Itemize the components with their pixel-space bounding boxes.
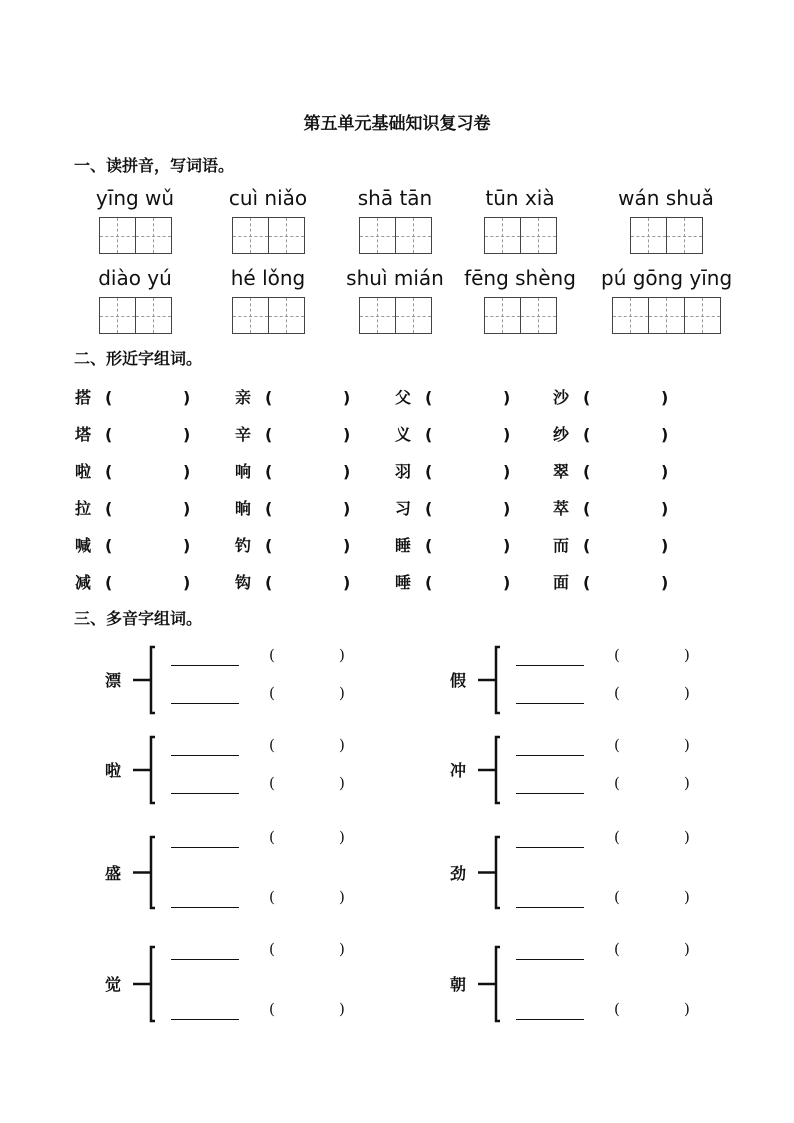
left-paren: ( [583,425,591,444]
polyphonic-char: 劲 [450,863,467,883]
right-paren: ) [183,536,191,555]
right-paren: ) [684,828,690,846]
polyphonic-char: 朝 [450,975,467,994]
brace-icon [476,735,506,805]
polyphonic-char: 盛 [105,863,122,883]
answer-line[interactable] [516,703,584,704]
writing-box[interactable] [359,297,396,334]
left-paren: ( [265,425,273,444]
left-paren: ( [269,646,275,664]
similar-char-item [235,461,365,483]
left-paren: ( [583,573,591,592]
left-paren: ( [425,499,433,518]
similar-char-item [553,572,683,594]
pinyin-paren[interactable] [269,940,349,958]
right-paren: ) [343,499,351,518]
char: 而 [553,536,570,555]
writing-box[interactable] [268,217,305,254]
right-paren: ) [183,573,191,592]
pinyin-paren[interactable] [614,940,694,958]
pinyin-text: hé lǒng [230,266,306,290]
answer-line[interactable] [516,959,584,960]
char: 翠 [553,462,570,481]
answer-line[interactable] [171,755,239,756]
pinyin-text: tūn xià [485,186,555,210]
char: 啦 [75,462,92,481]
answer-line[interactable] [171,793,239,794]
writing-box[interactable] [268,297,305,334]
pinyin-item [330,185,460,254]
writing-box[interactable] [99,217,136,254]
right-paren: ) [661,388,669,407]
left-paren: ( [614,888,620,906]
writing-boxes[interactable] [455,297,585,334]
answer-line[interactable] [516,665,584,666]
pinyin-paren[interactable] [614,646,694,664]
left-paren: ( [265,388,273,407]
similar-char-item [395,387,525,409]
similar-char-item [553,461,683,483]
similar-char-item [553,387,683,409]
answer-line[interactable] [516,793,584,794]
right-paren: ) [183,388,191,407]
polyphonic-char: 觉 [105,975,122,994]
right-paren: ) [503,536,511,555]
right-paren: ) [183,462,191,481]
writing-boxes[interactable] [601,217,731,254]
char: 响 [235,462,252,481]
writing-box[interactable] [612,297,649,334]
right-paren: ) [183,425,191,444]
right-paren: ) [503,388,511,407]
pinyin-item [203,185,333,254]
pinyin-paren[interactable] [269,684,349,702]
left-paren: ( [105,425,113,444]
char: 钩 [235,573,252,592]
pinyin-text: cuì niǎo [228,186,308,210]
char: 面 [553,573,570,592]
pinyin-paren[interactable] [269,1000,349,1018]
similar-char-item [395,572,525,594]
left-paren: ( [269,774,275,792]
left-paren: ( [425,462,433,481]
left-paren: ( [583,388,591,407]
pinyin-text: shuì mián [346,266,444,290]
writing-box[interactable] [232,297,269,334]
writing-box[interactable] [359,217,396,254]
polyphonic-char: 漂 [105,671,122,690]
left-paren: ( [583,499,591,518]
pinyin-item [601,185,731,254]
writing-boxes[interactable] [330,217,460,254]
char: 义 [395,425,412,444]
left-paren: ( [105,536,113,555]
pinyin-text: pú gōng yīng [601,266,733,290]
similar-char-item [235,498,365,520]
similar-char-item [235,387,365,409]
left-paren: ( [614,736,620,754]
pinyin-item [70,265,200,334]
polyphonic-char: 冲 [450,761,467,780]
pinyin-paren[interactable] [269,774,349,792]
brace-icon [131,735,161,805]
char: 睡 [395,536,412,555]
answer-line[interactable] [171,665,239,666]
pinyin-paren[interactable] [614,736,694,754]
right-paren: ) [684,736,690,754]
right-paren: ) [343,425,351,444]
answer-line[interactable] [171,959,239,960]
section2-heading: 二、形近字组词。 [74,349,203,368]
pinyin-text: diào yú [98,266,172,290]
pinyin-item [330,265,460,334]
writing-boxes[interactable] [70,217,200,254]
brace-icon [476,835,506,910]
char: 亲 [235,388,252,407]
right-paren: ) [339,736,345,754]
right-paren: ) [339,940,345,958]
answer-line[interactable] [171,1019,239,1020]
right-paren: ) [503,499,511,518]
char: 搭 [75,388,92,407]
writing-box[interactable] [232,217,269,254]
char: 羽 [395,462,412,481]
left-paren: ( [425,573,433,592]
pinyin-paren[interactable] [614,828,694,846]
writing-box[interactable] [395,297,432,334]
right-paren: ) [343,462,351,481]
similar-char-item [235,572,365,594]
writing-boxes[interactable] [601,297,731,334]
pinyin-paren[interactable] [269,888,349,906]
right-paren: ) [343,573,351,592]
char: 沙 [553,388,570,407]
char: 钓 [235,536,252,555]
left-paren: ( [269,736,275,754]
char: 习 [395,499,412,518]
pinyin-text: yīng wǔ [95,186,175,210]
left-paren: ( [425,536,433,555]
similar-char-item [75,535,205,557]
similar-char-item [395,461,525,483]
answer-line[interactable] [516,1019,584,1020]
right-paren: ) [661,573,669,592]
left-paren: ( [105,499,113,518]
polyphonic-item [105,940,405,1023]
similar-char-item [75,498,205,520]
section1-heading: 一、读拼音，写词语。 [74,156,235,175]
writing-box[interactable] [520,297,557,334]
char: 减 [75,573,92,592]
writing-box[interactable] [484,217,521,254]
left-paren: ( [583,536,591,555]
left-paren: ( [269,940,275,958]
left-paren: ( [614,774,620,792]
polyphonic-item [105,828,405,910]
similar-char-item [395,424,525,446]
left-paren: ( [583,462,591,481]
char: 纱 [553,425,570,444]
writing-box[interactable] [648,297,685,334]
pinyin-paren[interactable] [269,736,349,754]
left-paren: ( [614,828,620,846]
polyphonic-item [450,735,750,805]
left-paren: ( [265,499,273,518]
right-paren: ) [684,646,690,664]
right-paren: ) [339,1000,345,1018]
pinyin-text: shā tān [357,186,433,210]
right-paren: ) [339,828,345,846]
right-paren: ) [684,1000,690,1018]
similar-char-item [75,572,205,594]
page-title: 第五单元基础知识复习卷 [303,114,491,134]
char: 辛 [235,425,252,444]
pinyin-paren[interactable] [269,646,349,664]
pinyin-paren[interactable] [269,828,349,846]
polyphonic-item [450,940,750,1023]
answer-line[interactable] [516,755,584,756]
pinyin-text: wán shuǎ [618,186,714,210]
similar-char-item [553,498,683,520]
right-paren: ) [183,499,191,518]
left-paren: ( [614,646,620,664]
brace-icon [476,645,506,715]
left-paren: ( [105,388,113,407]
left-paren: ( [614,940,620,958]
pinyin-paren[interactable] [614,888,694,906]
similar-char-item [395,535,525,557]
similar-char-item [75,387,205,409]
writing-box[interactable] [135,297,172,334]
polyphonic-char: 啦 [105,761,122,780]
brace-icon [131,645,161,715]
polyphonic-item [450,645,750,715]
writing-box[interactable] [630,217,667,254]
right-paren: ) [661,425,669,444]
left-paren: ( [425,388,433,407]
writing-box[interactable] [684,297,721,334]
similar-char-item [235,424,365,446]
left-paren: ( [265,462,273,481]
right-paren: ) [661,462,669,481]
right-paren: ) [339,684,345,702]
right-paren: ) [684,888,690,906]
similar-char-item [395,498,525,520]
right-paren: ) [503,462,511,481]
pinyin-text: fēng shèng [464,266,576,290]
pinyin-item [70,185,200,254]
brace-icon [131,945,161,1023]
right-paren: ) [343,388,351,407]
polyphonic-item [450,828,750,910]
left-paren: ( [105,573,113,592]
right-paren: ) [684,940,690,958]
writing-boxes[interactable] [455,217,585,254]
similar-char-item [75,424,205,446]
char: 父 [395,388,412,407]
pinyin-paren[interactable] [614,774,694,792]
writing-box[interactable] [484,297,521,334]
left-paren: ( [614,1000,620,1018]
pinyin-paren[interactable] [614,1000,694,1018]
polyphonic-char: 假 [450,671,467,690]
similar-char-item [235,535,365,557]
right-paren: ) [661,536,669,555]
writing-boxes[interactable] [203,217,333,254]
polyphonic-item [105,735,405,805]
pinyin-item [455,265,585,334]
right-paren: ) [503,425,511,444]
left-paren: ( [614,684,620,702]
left-paren: ( [265,536,273,555]
writing-boxes[interactable] [330,297,460,334]
writing-box[interactable] [395,217,432,254]
left-paren: ( [425,425,433,444]
right-paren: ) [343,536,351,555]
brace-icon [131,835,161,910]
polyphonic-item [105,645,405,715]
answer-line[interactable] [171,907,239,908]
answer-line[interactable] [171,703,239,704]
writing-box[interactable] [520,217,557,254]
char: 拉 [75,499,92,518]
left-paren: ( [265,573,273,592]
writing-box[interactable] [666,217,703,254]
char: 萃 [553,499,570,518]
left-paren: ( [269,684,275,702]
writing-boxes[interactable] [70,297,200,334]
writing-boxes[interactable] [203,297,333,334]
similar-char-item [75,461,205,483]
similar-char-item [553,535,683,557]
answer-line[interactable] [516,907,584,908]
right-paren: ) [339,646,345,664]
pinyin-paren[interactable] [614,684,694,702]
left-paren: ( [105,462,113,481]
left-paren: ( [269,828,275,846]
char: 塔 [75,425,92,444]
char: 晌 [235,499,252,518]
writing-box[interactable] [99,297,136,334]
left-paren: ( [269,1000,275,1018]
right-paren: ) [339,774,345,792]
writing-box[interactable] [135,217,172,254]
answer-line[interactable] [516,847,584,848]
right-paren: ) [339,888,345,906]
right-paren: ) [684,774,690,792]
right-paren: ) [684,684,690,702]
brace-icon [476,945,506,1023]
similar-char-item [553,424,683,446]
section3-heading: 三、多音字组词。 [74,609,203,628]
pinyin-item [455,185,585,254]
right-paren: ) [503,573,511,592]
char: 唾 [395,573,412,592]
pinyin-item [601,265,731,334]
left-paren: ( [269,888,275,906]
answer-line[interactable] [171,847,239,848]
pinyin-item [203,265,333,334]
char: 喊 [75,536,92,555]
right-paren: ) [661,499,669,518]
